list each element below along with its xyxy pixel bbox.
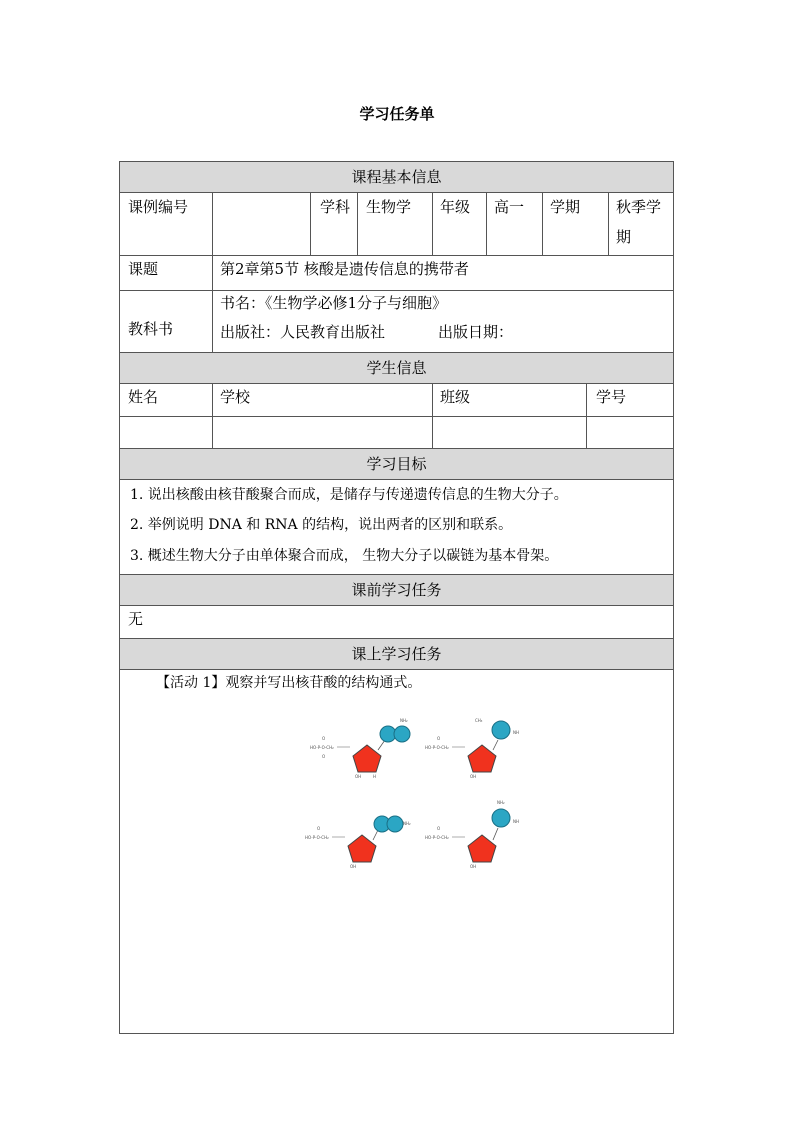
pre-class-value: 无 [128, 610, 144, 628]
svg-text:HO-P-O-CH₂: HO-P-O-CH₂ [305, 835, 329, 840]
svg-text:O: O [437, 826, 441, 831]
nucleotide-3 [305, 816, 411, 869]
svg-text:OH: OH [470, 774, 477, 779]
svg-text:O: O [437, 736, 441, 741]
base-4 [492, 809, 510, 827]
pentose-sugar-4 [468, 835, 496, 862]
name-input[interactable] [121, 417, 211, 447]
term-value-2: 期 [616, 228, 632, 246]
topic-label: 课题 [128, 260, 159, 278]
activity-1: 【活动 1】观察并写出核苷酸的结构通式。 [156, 675, 422, 691]
textbook-pub-date: 出版日期： [438, 323, 514, 341]
school-input[interactable] [213, 417, 431, 447]
svg-text:H: H [373, 774, 377, 779]
doc-title: 学习任务单 [359, 105, 435, 123]
student-id-input[interactable] [587, 417, 672, 447]
nucleotide-structures-figure [300, 702, 540, 887]
pentose-sugar-1 [353, 745, 381, 772]
svg-text:OH: OH [470, 864, 477, 869]
goal-3: 3. 概述生物大分子由单体聚合而成， 生物大分子以碳链为基本骨架。 [130, 548, 559, 564]
pentose-sugar-3 [348, 835, 376, 862]
svg-text:CH₃: CH₃ [475, 718, 483, 723]
svg-text:NH: NH [513, 730, 519, 735]
base-2 [492, 721, 510, 739]
pentose-sugar-2 [468, 745, 496, 772]
svg-text:HO-P-O-CH₂: HO-P-O-CH₂ [425, 745, 449, 750]
textbook-publisher: 出版社：人民教育出版社 [220, 323, 386, 341]
section-basic-info: 课程基本信息 [120, 162, 673, 193]
section-goals: 学习目标 [120, 448, 673, 480]
svg-text:NH₂: NH₂ [403, 821, 411, 826]
svg-text:HO-P-O-CH₂: HO-P-O-CH₂ [425, 835, 449, 840]
term-label: 学期 [550, 198, 581, 216]
svg-text:NH: NH [513, 819, 519, 824]
textbook-name: 书名：《生物学必修1分子与细胞》 [220, 294, 448, 312]
class-input[interactable] [433, 417, 585, 447]
section-in-class: 课上学习任务 [120, 638, 673, 670]
svg-text:O: O [322, 754, 326, 759]
subject-label: 学科 [320, 198, 351, 216]
textbook-label: 教科书 [128, 320, 174, 338]
svg-text:O: O [322, 736, 326, 741]
svg-text:OH: OH [355, 774, 362, 779]
section-pre-class: 课前学习任务 [120, 574, 673, 606]
class-label: 班级 [440, 388, 471, 406]
nucleotide-2 [425, 718, 519, 779]
term-value-1: 秋季学 [616, 198, 662, 216]
nucleotide-4 [425, 800, 519, 869]
svg-text:OH: OH [350, 864, 357, 869]
base-3b [387, 816, 403, 832]
student-id-label: 学号 [596, 388, 627, 406]
svg-text:HO-P-O-CH₂: HO-P-O-CH₂ [310, 745, 334, 750]
goal-2: 2. 举例说明 DNA 和 RNA 的结构，说出两者的区别和联系。 [130, 517, 513, 533]
svg-text:NH₂: NH₂ [400, 718, 408, 723]
school-label: 学校 [220, 388, 251, 406]
section-student-info: 学生信息 [120, 352, 673, 384]
svg-text:O: O [317, 826, 321, 831]
svg-text:NH₂: NH₂ [497, 800, 505, 805]
goal-1: 1. 说出核酸由核苷酸聚合而成，是储存与传递遗传信息的生物大分子。 [130, 487, 568, 503]
case-no-label: 课例编号 [128, 198, 189, 216]
subject-value: 生物学 [366, 198, 412, 216]
topic-value: 第2章第5节 核酸是遗传信息的携带者 [220, 260, 469, 278]
task-sheet-table [119, 161, 674, 1034]
name-label: 姓名 [128, 388, 159, 406]
grade-value: 高一 [494, 198, 525, 216]
grade-label: 年级 [440, 198, 471, 216]
nucleotide-1 [310, 718, 410, 779]
base-1b [394, 726, 410, 742]
